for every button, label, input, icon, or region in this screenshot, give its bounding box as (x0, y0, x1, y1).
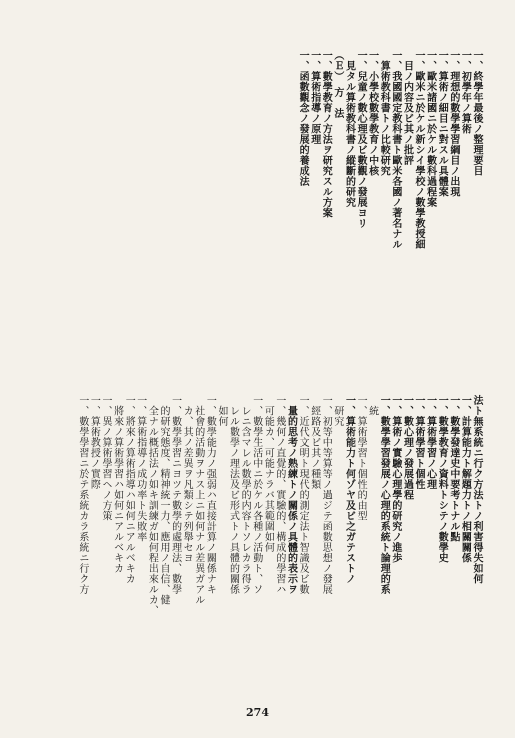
outline-item: 一、幾何ノ直覺的、實驗的、構成的學習ハ (273, 395, 285, 595)
section-heading: （Ｅ） 方 法 (331, 50, 343, 119)
outline-item: 可能カ、可能ナラバ其範圍如何 (262, 395, 274, 553)
outline-item: 一、數學學習ニヨツテ數學的處理法、數學 (169, 395, 181, 595)
outline-item: 如何 (215, 395, 227, 427)
outline-item: 一、數學發達史中要考トナル點 (447, 395, 459, 542)
outline-item: 一、歐米ニ於ケル新シイ學校ノ數學教授細 (413, 50, 425, 250)
outline-item: 一、算術學習ト個性 (413, 395, 425, 490)
outline-item: 一、數心理ノ發展過程 (401, 395, 413, 500)
outline-item: 的研究態度、精神統一力、應用ノ自信、健 (157, 395, 169, 605)
outline-item: 經路及ビ其ノ種類 (308, 395, 320, 490)
outline-item: 一、理想的數學學習綱目ノ出現 (447, 50, 459, 197)
outline-item: 一、計算能力ト解題力トノ相關關係 (459, 395, 471, 563)
outline-item: 一、兒童ノ數心理及ビ數觀ノ發展ヨリ (355, 50, 367, 229)
outline-item: 一、數學學習發展ノ心理的系統ト論理的系 (378, 395, 390, 595)
outline-item: 一、算術學習ノ心理 (424, 395, 436, 490)
outline-item: 一、終學年最後ノ整理要目 (471, 50, 482, 176)
outline-item: 算術教科書トノ比較研究 (378, 50, 390, 176)
outline-item: 法ト無系統ニ行ク方法トノ利害得失如何 (471, 395, 482, 584)
outline-item: 將來ノ算術學習ハ如何ニアルベキカ (111, 395, 123, 574)
outline-item: 一、算術教授ノ實際 (88, 395, 100, 490)
outline-item: 見タル算術教科書ノ縱斷的研究 (343, 50, 355, 208)
outline-item: 社會的活動ヲナス上ニ如何ナル差異ガアル (192, 395, 204, 605)
outline-item: 一、數學生活中ニ於ケル各種ノ活動ト、ソ (250, 395, 262, 595)
outline-item: カ、其ノ差異ヲ凡類シテ列舉セヨ (181, 395, 193, 563)
outline-item: 一、近代文明ト現代的測定法ト智識及ビ數 (297, 395, 309, 595)
outline-item: レニ含マレル數學的内容トソレカラ得ラ (239, 395, 251, 595)
outline-item: 一、算術學習ト個性的由型 (355, 395, 367, 521)
outline-item: 研究 (331, 395, 343, 427)
outline-item: 一、異ノ算術學習ヘノ方策 (100, 395, 111, 521)
outline-item: 量的思考ノ熟練トノ關係ノ具體的表示ヲ (285, 395, 297, 595)
outline-item: 一、歐米諸國ニ於ケル數科過程案 (424, 50, 436, 208)
outline-item: レル數學ノ理法及ビ形式トノ具體的關係 (227, 395, 239, 595)
outline-item: 一、函數觀念ノ發展的養成法 (297, 50, 309, 187)
outline-item: 一、算術能力ト何ゾヤ及ビ之ガテストノ (343, 395, 355, 584)
outline-item: 統 (366, 395, 378, 416)
page-number: 274 (246, 706, 269, 719)
top-outline-section (42, 50, 482, 340)
outline-item: 一、算術指導ノ原理 (308, 50, 320, 145)
outline-item: 全ナル概括法ノ如キ訓練ガ如何程出來ルカ、 (146, 395, 158, 616)
outline-item: 一、算術ノ實驗心理學的研究ノ進歩 (389, 395, 401, 563)
outline-item: 一、算術指導ノ成功率ト失敗率 (134, 395, 146, 542)
bottom-outline-section (42, 395, 482, 690)
outline-item: 一、初學年ノ算術 (459, 50, 471, 134)
outline-item: 一、數學能力ノ强弱ハ直接計算ノ關係ナキ (204, 395, 216, 595)
outline-item: 一、小學校數學教育ノ中核 (366, 50, 378, 176)
outline-item: 一、將來ノ算術指導ハ如何ニアルベキカ (123, 395, 135, 584)
outline-item: 一、數學教育ノ資料トシテノ數學史 (436, 395, 448, 563)
outline-item: 一、我國國定教科書ト歐米各國ノ著名ナル (389, 50, 401, 250)
outline-item: 一、算術ノ細目ニ對スル具體案 (436, 50, 448, 197)
outline-item: 目ノ内容及ビ其ノ批評 (401, 50, 413, 166)
outline-item: 一、數學學習ニ於テ系統カラ系統ニ行ク方 (76, 395, 88, 595)
outline-item: 一、初等中等算等ノ過ジテ函數思想ノ發展 (320, 395, 332, 595)
outline-item: 一、數學教育ノ方法ヲ研究スル方案 (320, 50, 332, 218)
